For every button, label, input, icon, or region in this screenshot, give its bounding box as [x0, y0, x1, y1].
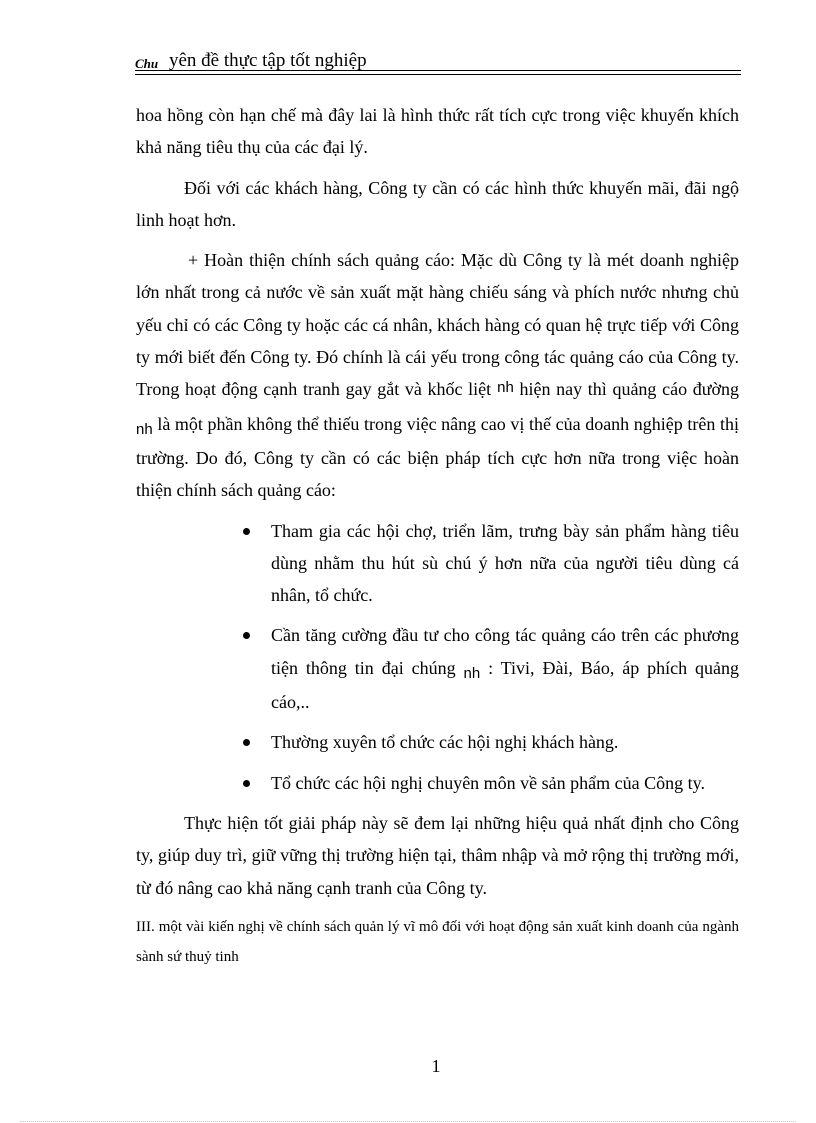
list-item — [136, 726, 739, 758]
bullet-text: Tổ chức các hội nghị chuyên môn về sản phẩm của Công ty. — [271, 772, 705, 793]
paragraph-3-part1: + Hoàn thiện chính sách quảng cáo: Mặc dù Công ty là mét doanh nghiệp lớn nhất trong cả nước về sản xuất mặt hàng chiếu sáng và phích nước nhưng chủ yếu chỉ có các Công ty hoặc các cá nhân, khách hàng có quan hệ trực tiếp với Công ty mới biết đến Công ty. Đó chính là cái yếu trong công tác quảng cáo của Công ty. Trong hoạt động cạnh tranh gay gắt và khốc liệt — [136, 250, 739, 400]
nh-fragment: nh — [136, 420, 153, 438]
list-item — [136, 767, 739, 799]
bullet-text: Thường xuyên tổ chức các hội nghị khách hàng. — [271, 732, 619, 753]
list-item — [136, 515, 739, 612]
bullet-icon — [243, 632, 250, 639]
header-script-logo: Chu — [135, 56, 159, 71]
nh-fragment: nh — [463, 664, 481, 682]
section-heading: III. một vài kiến nghị về chính sách quản lý vĩ mô đối với hoạt động sản xuất kinh doanh của ngành sành sứ thuỷ tinh — [136, 918, 739, 965]
header-title: yên đề thực tập tốt nghiệp — [169, 50, 367, 71]
bullet-text-tail: : Tivi, Đài, Báo, áp phích quảng cáo,.. — [271, 657, 740, 713]
bullet-text: Cần tăng cường đầu tư cho công tác quảng cáo trên các phương tiện thông tin đại chúng — [271, 625, 739, 678]
bullet-list — [136, 515, 739, 799]
document-body — [136, 99, 739, 972]
bullet-icon — [243, 528, 250, 535]
bullet-text: Tham gia các hội chợ, triển lãm, trưng bày sản phẩm hàng tiêu dùng nhằm thu hút sù chú ý hơn nữa của người tiêu dùng cá nhân, tổ chức. — [271, 520, 739, 606]
page-header — [135, 48, 741, 72]
header-rule-top — [135, 70, 741, 71]
nh-fragment: nh — [497, 379, 514, 397]
paragraph-3-part3: là một phần không thể thiếu trong việc nâng cao vị thế của doanh nghiệp trên thị trường. Do đó, Công ty cần có các biện pháp tích cực hơn nữa trong việc hoàn thiện chính sách quảng cáo: — [136, 413, 740, 501]
paragraph-3-part2: hiện nay thì quảng cáo đường — [519, 379, 739, 400]
paragraph-1: hoa hồng còn hạn chế mà đây lai là hình thức rất tích cực trong việc khuyến khích khả năng tiêu thụ của các đại lý. — [136, 105, 739, 158]
page-number: 1 — [431, 1056, 441, 1076]
paragraph-3 — [136, 244, 739, 506]
header-rule-bottom — [135, 74, 741, 75]
list-item — [136, 619, 739, 718]
bullet-icon — [243, 780, 250, 787]
bullet-icon — [243, 739, 250, 746]
paragraph-2: Đối với các khách hàng, Công ty cần có các hình thức khuyến mãi, đãi ngộ linh hoạt hơn. — [136, 177, 739, 230]
paragraph-4: Thực hiện tốt giải pháp này sẽ đem lại những hiệu quả nhất định cho Công ty, giúp duy trì, giữ vững thị trường hiện tại, thâm nhập và mở rộng thị trường mới, từ đó nâng cao khả năng cạnh tranh của Công ty. — [136, 812, 739, 898]
footer-divider — [20, 1121, 796, 1122]
